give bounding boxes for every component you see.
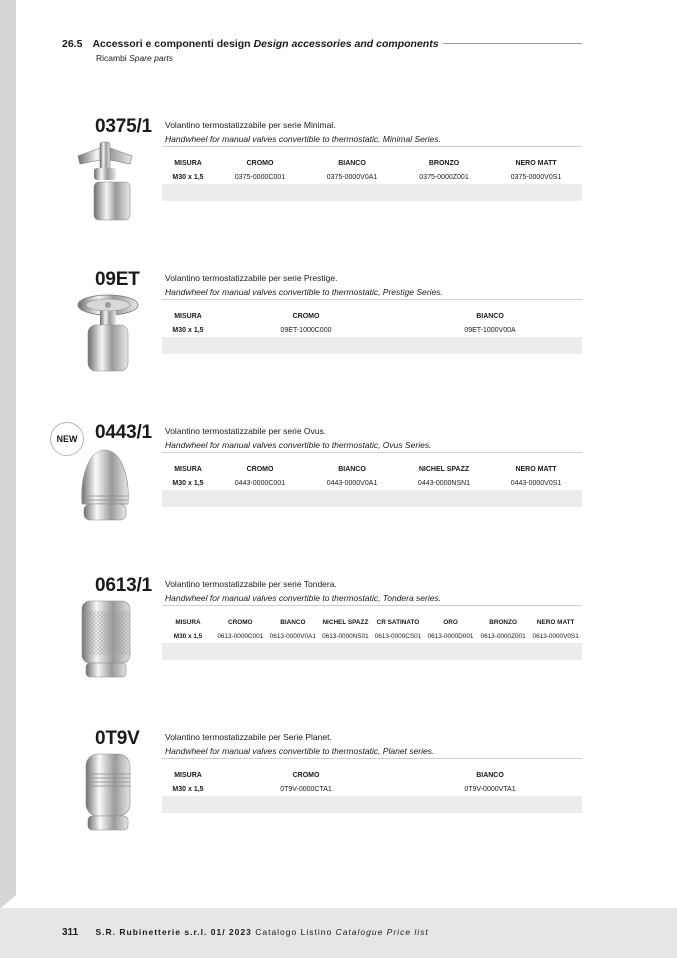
company-name: S.R. Rubinetterie s.r.l.: [95, 927, 208, 937]
column-header: NERO MATT: [515, 465, 557, 473]
spec-table: [162, 615, 582, 660]
spec-empty-row: [162, 796, 582, 813]
article-code: 09ET-1000C000: [280, 326, 332, 334]
description-en: Handwheel for manual valves convertible to thermostatic, Prestige Series.: [165, 287, 443, 297]
column-header: BIANCO: [280, 618, 306, 626]
column-header: CROMO: [292, 312, 320, 320]
article-code: 0443-0000NSN1: [417, 479, 471, 487]
article-code: 0443-0000V0S1: [510, 479, 562, 487]
product-description: [165, 271, 443, 299]
article-code: 0613-0000D001: [427, 632, 474, 640]
size-cell: M30 x 1,5: [172, 785, 204, 793]
column-header: ORO: [443, 618, 458, 626]
spec-empty-row: [162, 490, 582, 507]
description-it: Volantino termostatizzabile per serie Minimal.: [165, 120, 336, 130]
article-code: 09ET-1000V00A: [464, 326, 516, 334]
column-header: BRONZO: [489, 618, 517, 626]
description-rule: [162, 605, 582, 606]
column-header: CR SATINATO: [376, 618, 420, 626]
column-header: BIANCO: [338, 465, 366, 473]
article-code: 0613-0000C001: [217, 632, 264, 640]
catalogue-label-en: Catalogue Price list: [335, 927, 429, 937]
section-sub-en: Spare parts: [129, 53, 174, 63]
description-en: Handwheel for manual valves convertible to thermostatic, Ovus Series.: [165, 440, 432, 450]
spec-table: [162, 768, 582, 813]
column-header: MISURA: [174, 312, 202, 320]
description-it: Volantino termostatizzabile per serie Tondera.: [165, 579, 337, 589]
product-description: [165, 730, 434, 758]
size-cell: M30 x 1,5: [172, 479, 204, 487]
spec-empty-row: [162, 184, 582, 201]
column-header: MISURA: [174, 771, 202, 779]
column-header: BIANCO: [476, 771, 504, 779]
product-image: [70, 597, 140, 687]
article-code: 0375-0000V0S1: [510, 173, 562, 181]
spec-data-row: [162, 629, 582, 643]
article-code: 0443-0000C001: [234, 479, 286, 487]
section-sub-it: Ricambi: [96, 53, 127, 63]
section-title-it: Accessori e componenti design: [92, 38, 251, 50]
product-code-text: 09ET: [95, 269, 140, 290]
product-description: [165, 118, 441, 146]
column-header: CROMO: [246, 465, 274, 473]
section-header: [62, 38, 582, 63]
article-code: 0613-0000NS01: [322, 632, 369, 640]
column-header: BRONZO: [428, 159, 460, 167]
article-code: 0T9V-0000VTA1: [464, 785, 516, 793]
size-cell: M30 x 1,5: [172, 326, 204, 334]
column-header: CROMO: [292, 771, 320, 779]
product-2: [0, 422, 677, 562]
column-header: BIANCO: [476, 312, 504, 320]
article-code: 0613-0000V0A1: [269, 632, 316, 640]
catalogue-label-it: Catalogo Listino: [255, 927, 333, 937]
product-code: [95, 728, 140, 750]
article-code: 0613-0000V0S1: [532, 632, 579, 640]
page-number: 311: [62, 927, 79, 938]
description-it: Volantino termostatizzabile per serie Ovus.: [165, 426, 327, 436]
description-rule: [162, 758, 582, 759]
section-title-en: Design accessories and components: [253, 38, 439, 50]
description-rule: [162, 146, 582, 147]
product-code: [95, 269, 140, 291]
spec-header-row: [162, 462, 582, 476]
spec-data-row: [162, 782, 582, 796]
column-header: CROMO: [246, 159, 274, 167]
spec-empty-row: [162, 337, 582, 354]
product-code-text: 0375/1: [95, 116, 152, 137]
article-code: 0443-0000V0A1: [326, 479, 378, 487]
spec-empty-row: [162, 643, 582, 660]
product-code-text: 0443/1: [95, 422, 152, 443]
column-header: NERO MATT: [515, 159, 557, 167]
column-header: CROMO: [228, 618, 253, 626]
product-0: [0, 116, 677, 256]
product-code: [95, 422, 152, 444]
product-code-text: 0T9V: [95, 728, 140, 749]
product-image: [70, 138, 140, 228]
spec-table: [162, 156, 582, 201]
size-cell: M30 x 1,5: [172, 173, 204, 181]
product-code: [95, 116, 152, 138]
description-en: Handwheel for manual valves convertible to thermostatic, Minimal Series.: [165, 134, 441, 144]
column-header: NICHEL SPAZZ: [322, 618, 369, 626]
column-header: MISURA: [175, 618, 201, 626]
product-description: [165, 577, 441, 605]
spec-header-row: [162, 768, 582, 782]
edition: 01/ 2023: [210, 927, 252, 937]
spec-header-row: [162, 615, 582, 629]
spec-table: [162, 309, 582, 354]
new-badge: NEW: [50, 422, 84, 456]
description-en: Handwheel for manual valves convertible to thermostatic, Tondera series.: [165, 593, 442, 603]
product-3: [0, 575, 677, 715]
product-1: [0, 269, 677, 409]
header-rule: [443, 43, 582, 44]
description-rule: [162, 299, 582, 300]
column-header: NICHEL SPAZZ: [418, 465, 470, 473]
spec-table: [162, 462, 582, 507]
product-4: [0, 728, 677, 868]
article-code: 0T9V-0000CTA1: [280, 785, 332, 793]
description-rule: [162, 452, 582, 453]
column-header: NERO MATT: [536, 618, 575, 626]
column-header: MISURA: [174, 159, 202, 167]
article-code: 0375-0000Z001: [419, 173, 469, 181]
spec-header-row: [162, 156, 582, 170]
article-code: 0613-0000CS01: [374, 632, 422, 640]
description-it: Volantino termostatizzabile per serie Prestige.: [165, 273, 338, 283]
section-number: 26.5: [62, 38, 83, 50]
product-image: [70, 291, 140, 381]
size-cell: M30 x 1,5: [173, 632, 203, 640]
page-footer: [0, 908, 677, 958]
product-code-text: 0613/1: [95, 575, 152, 596]
product-description: [165, 424, 431, 452]
spec-data-row: [162, 476, 582, 490]
column-header: MISURA: [174, 465, 202, 473]
spec-data-row: [162, 323, 582, 337]
article-code: 0375-0000C001: [234, 173, 286, 181]
product-code: [95, 575, 152, 597]
description-it: Volantino termostatizzabile per Serie Planet.: [165, 732, 332, 742]
description-en: Handwheel for manual valves convertible to thermostatic, Planet series.: [165, 746, 435, 756]
article-code: 0613-0000Z001: [480, 632, 526, 640]
product-image: [70, 444, 140, 534]
article-code: 0375-0000V0A1: [326, 173, 378, 181]
column-header: BIANCO: [338, 159, 366, 167]
spec-data-row: [162, 170, 582, 184]
product-image: [70, 750, 140, 840]
spec-header-row: [162, 309, 582, 323]
